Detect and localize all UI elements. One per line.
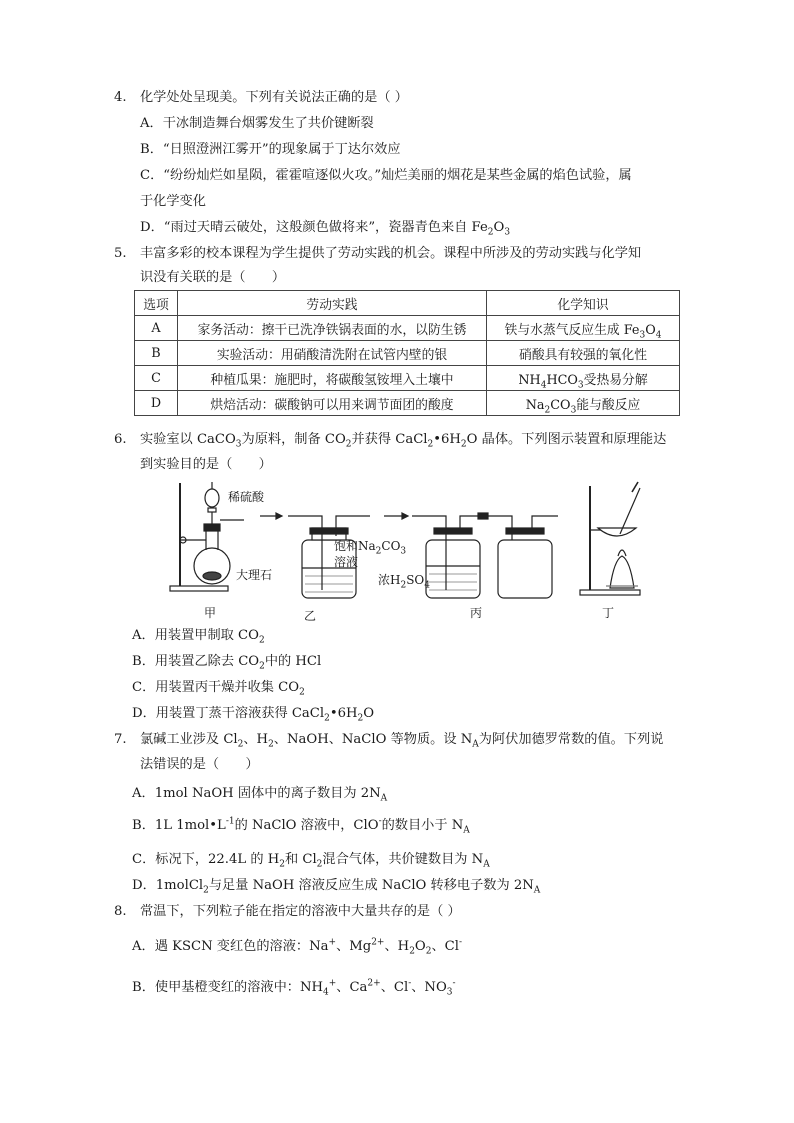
funnel-tap — [208, 508, 216, 512]
table-row — [135, 316, 680, 341]
stand-base — [170, 586, 228, 591]
q4-option-d: D．“雨过天晴云破处，这般颜色做将来”，瓷器青色来自 $Fe_2O_3$ — [140, 220, 511, 238]
label-ding: 丁 — [602, 606, 615, 620]
row-option: D — [135, 391, 178, 416]
q7-stem-line2: 法错误的是（ ） — [140, 757, 259, 772]
table-row — [135, 366, 680, 391]
flame — [618, 550, 626, 556]
stopper-yi — [310, 528, 348, 534]
q7-option-a: A．1mol NaOH 固体中的离子数目为 $2N_A$ — [132, 786, 388, 804]
row-option: B — [135, 341, 178, 366]
row-practice: 实验活动：用硝酸清洗附在试管内壁的银 — [178, 341, 487, 366]
q8-option-a: A．遇 KSCN 变红色的溶液：Na+、$Mg^{2+}$、$H_2O_2$、Cl- — [132, 937, 463, 957]
header-option: 选项 — [135, 291, 178, 316]
flask-stopper — [204, 524, 220, 531]
label-marble: 大理石 — [236, 568, 273, 582]
row-practice: 烘焙活动：碳酸钠可以用来调节面团的酸度 — [178, 391, 487, 416]
label-conc-h2so4: 浓$H_2SO_4$ — [378, 573, 430, 591]
q8-number: 8. — [114, 904, 127, 919]
alcohol-lamp — [610, 556, 634, 588]
q6-stem-line2: 到实验目的是（ ） — [140, 457, 272, 472]
q5-table — [134, 290, 680, 416]
row-option: A — [135, 316, 178, 341]
collecting-bottle — [498, 540, 552, 598]
q6-option-b: B．用装置乙除去 $CO_2$中的 HCl — [132, 654, 322, 672]
drying-bottle — [426, 540, 480, 598]
q6-option-a: A．用装置甲制取 $CO_2$ — [132, 628, 265, 646]
flask-neck — [206, 530, 218, 550]
row-knowledge: 铁与水蒸气反应生成 $Fe_3O_4$ — [487, 316, 680, 341]
label-solution: 溶液 — [334, 555, 359, 569]
q6-option-c: C．用装置丙干燥并收集 $CO_2$ — [132, 680, 305, 698]
q4-option-a: A．干冰制造舞台烟雾发生了共价键断裂 — [140, 116, 374, 131]
header-practice: 劳动实践 — [178, 291, 487, 316]
row-practice: 家务活动：擦干已洗净铁锅表面的水，以防生锈 — [178, 316, 487, 341]
row-knowledge: $Na_2CO_3$能与酸反应 — [487, 391, 680, 416]
table-row — [135, 391, 680, 416]
q7-option-c: C．标况下，22.4L 的 $H_2$和 $Cl_2$混合气体，共价键数目为 $N_A$ — [132, 852, 490, 870]
row-knowledge: $NH_4HCO_3$受热易分解 — [487, 366, 680, 391]
q7-stem-line1: 氯碱工业涉及 $Cl_2$、$H_2$、NaOH、NaClO 等物质。设 $N_A$为阿伏加德罗常数的值。下列说 — [140, 732, 664, 750]
label-dilute-acid: 稀硫酸 — [228, 490, 265, 504]
q7-option-d: D．1molCl$_2$与足量 NaOH 溶液反应生成 NaClO 转移电子数为 $2N_A$ — [132, 878, 541, 896]
q5-stem-line1: 丰富多彩的校本课程为学生提供了劳动实践的机会。课程中所涉及的劳动实践与化学知 — [140, 246, 642, 261]
row-option: C — [135, 366, 178, 391]
marble-pieces — [203, 572, 221, 580]
label-bing: 丙 — [470, 606, 483, 620]
q5-number: 5. — [114, 246, 127, 261]
label-saturated-na2co3: 饱和$Na_2CO_3$ — [334, 539, 407, 557]
q6-option-d: D．用装置丁蒸干溶液获得 $CaCl_2•6H_2O$ — [132, 706, 375, 724]
row-knowledge: 硝酸具有较强的氧化性 — [487, 341, 680, 366]
table-row — [135, 341, 680, 366]
q7-option-b: B．1L $1mol•L^{-1}$的 NaClO 溶液中，ClO-的数目小于 $N_A$ — [132, 816, 470, 836]
table-header-row — [135, 291, 680, 316]
label-jia: 甲 — [204, 606, 217, 620]
q4-option-c-line1: C．“纷纷灿烂如星陨，霍霍喧逐似火攻。”灿烂美丽的烟花是某些金属的焰色试验，属 — [140, 168, 632, 183]
q6-number: 6. — [114, 432, 127, 447]
q4-stem: 化学处处呈现美。下列有关说法正确的是（ ） — [140, 90, 408, 105]
q7-number: 7. — [114, 732, 127, 747]
q6-stem-line1: 实验室以 CaCO$_3$为原料，制备 $CO_2$并获得 $CaCl_2•6H_2O$ 晶体。下列图示装置和原理能达 — [140, 432, 667, 450]
q4-option-c-line2: 于化学变化 — [140, 194, 206, 209]
header-knowledge: 化学知识 — [487, 291, 680, 316]
q8-option-b: B．使甲基橙变红的溶液中：$NH_4^+$、$Ca^{2+}$、Cl-、$NO_3^-$ — [132, 978, 456, 998]
glass-rod — [620, 488, 640, 534]
q8-stem: 常温下，下列粒子能在指定的溶液中大量共存的是（ ） — [140, 904, 461, 919]
q5-stem-line2: 识没有关联的是（ ） — [140, 270, 286, 285]
row-practice: 种植瓜果：施肥时，将碳酸氢铵埋入土壤中 — [178, 366, 487, 391]
q4-option-b: B．“日照澄洲江雾开”的现象属于丁达尔效应 — [140, 142, 401, 157]
separating-funnel — [205, 489, 219, 507]
evaporating-dish — [598, 528, 636, 536]
q4-number: 4. — [114, 90, 127, 105]
label-yi: 乙 — [304, 609, 317, 623]
